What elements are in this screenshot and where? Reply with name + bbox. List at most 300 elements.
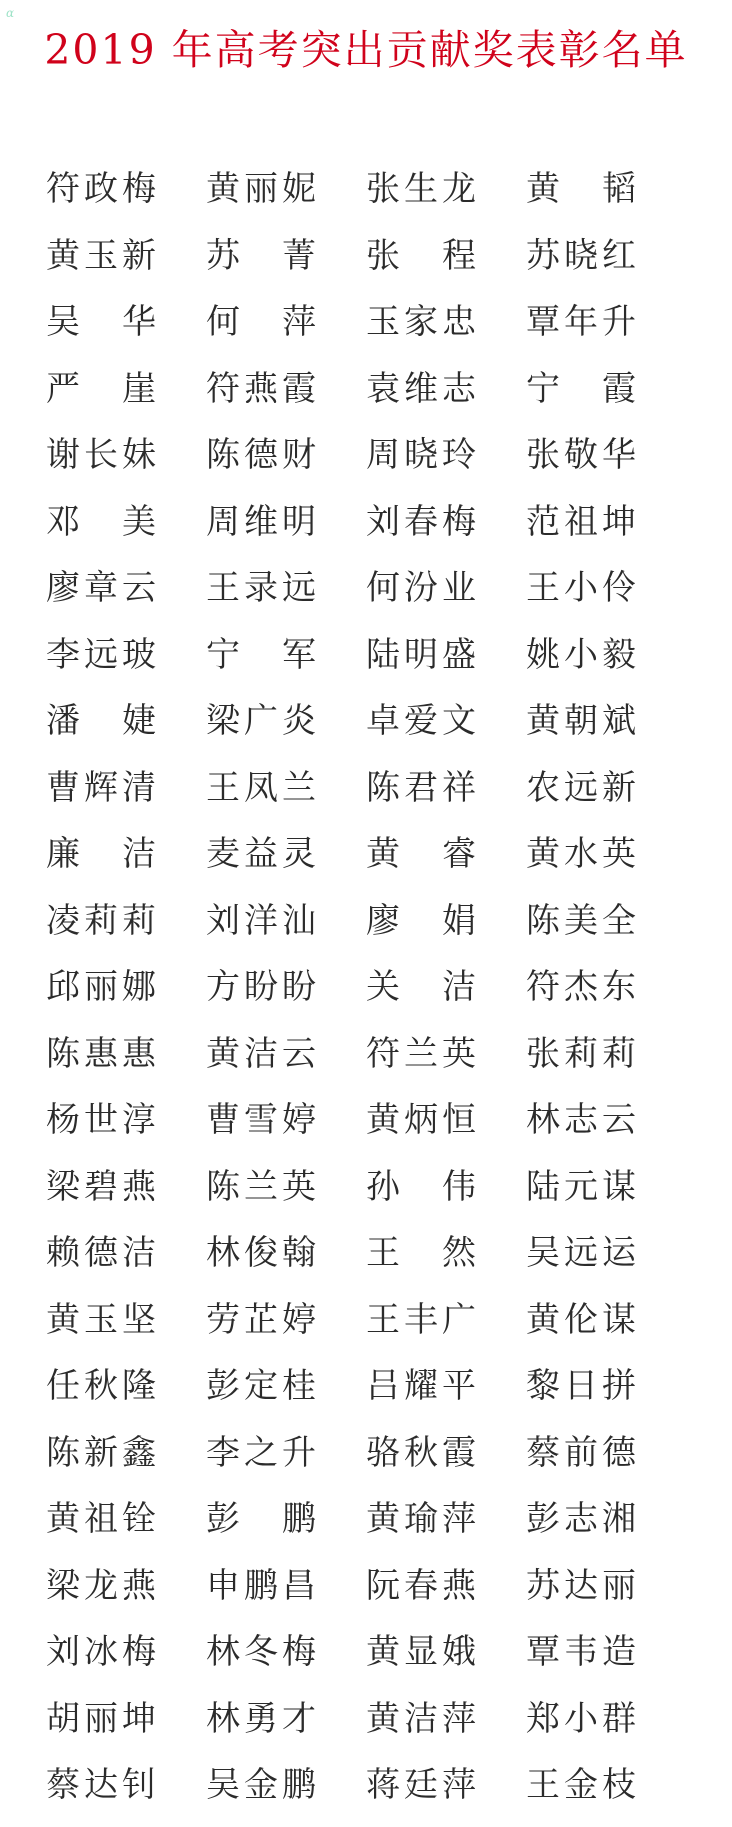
- name-entry: [364, 563, 478, 613]
- name-char: 忠: [442, 302, 476, 342]
- name-char: 莉: [602, 1033, 636, 1074]
- name-entry: [364, 896, 478, 946]
- name-entry: [44, 630, 158, 680]
- name-char: 远: [84, 634, 118, 675]
- name-entry: [204, 1428, 318, 1478]
- name-entry: [44, 1162, 158, 1212]
- name-char: 勇: [244, 1698, 278, 1739]
- name-char: 小: [564, 568, 598, 608]
- name-char: 张: [526, 435, 560, 475]
- name-char: 龙: [84, 1565, 118, 1606]
- name-char: 曹: [46, 767, 80, 808]
- name-entry: [44, 1494, 158, 1544]
- name-char: 燕: [122, 1565, 156, 1606]
- name-char: 彭: [206, 1499, 240, 1539]
- name-entry: [524, 1029, 638, 1079]
- name-char: 淳: [122, 1100, 156, 1140]
- name-char: 张: [366, 235, 400, 276]
- name-char: 洁: [244, 1033, 278, 1074]
- name-char: 凌: [46, 900, 80, 941]
- name-char: 刘: [46, 1632, 80, 1672]
- name-entry: [364, 1029, 478, 1079]
- name-char: 碧: [84, 1166, 118, 1207]
- name-char: 维: [404, 368, 438, 409]
- name-char: 东: [602, 967, 636, 1007]
- name-char: 志: [442, 368, 476, 409]
- name-char: 秋: [84, 1366, 118, 1406]
- name-char: 黄: [526, 1299, 560, 1340]
- name-entry: [524, 829, 638, 879]
- name-char: 文: [442, 701, 476, 741]
- name-char: 方: [206, 967, 240, 1007]
- name-char: 祖: [84, 1499, 118, 1539]
- name-entry: [204, 1494, 318, 1544]
- name-entry: [364, 1228, 478, 1278]
- name-char: 耀: [404, 1366, 438, 1406]
- name-char: 广: [442, 1299, 476, 1340]
- name-char: 萍: [442, 1698, 476, 1739]
- name-entry: [524, 297, 638, 347]
- name-char: 盛: [442, 634, 476, 675]
- name-char: 丽: [84, 1698, 118, 1739]
- name-char: 小: [564, 634, 598, 675]
- name-entry: [364, 763, 478, 813]
- name-entry: [364, 1694, 478, 1744]
- name-entry: [364, 497, 478, 547]
- name-char: 华: [602, 435, 636, 475]
- name-char: 生: [404, 169, 438, 209]
- name-char: 德: [244, 435, 278, 475]
- name-char: 朝: [564, 701, 598, 741]
- name-entry: [524, 497, 638, 547]
- name-entry: [364, 1760, 478, 1810]
- name-char: 覃: [526, 1632, 560, 1672]
- name-char: 冰: [84, 1632, 118, 1672]
- name-char: 霞: [282, 368, 316, 409]
- name-char: 玉: [366, 302, 400, 342]
- name-char: 宁: [206, 634, 240, 675]
- name-entry: [524, 1760, 638, 1810]
- name-char: 赖: [46, 1233, 80, 1273]
- name-entry: [44, 1428, 158, 1478]
- name-char: 日: [564, 1366, 598, 1406]
- name-entry: [364, 164, 478, 214]
- name-char: 芷: [244, 1299, 278, 1340]
- name-char: 蔡: [46, 1765, 80, 1805]
- name-char: 胡: [46, 1698, 80, 1739]
- name-entry: [204, 829, 318, 879]
- name-char: 雪: [244, 1100, 278, 1140]
- name-char: 显: [404, 1632, 438, 1672]
- name-char: 新: [602, 767, 636, 808]
- name-char: 盼: [244, 967, 278, 1007]
- name-char: 红: [602, 235, 636, 276]
- name-list: [44, 164, 704, 1827]
- name-char: 凤: [244, 767, 278, 808]
- name-char: 鹏: [282, 1765, 316, 1805]
- name-entry: [204, 231, 318, 281]
- name-char: 炳: [404, 1100, 438, 1140]
- name-entry: [524, 364, 638, 414]
- name-char: 新: [122, 235, 156, 276]
- name-char: 小: [564, 1698, 598, 1739]
- name-char: 郑: [526, 1698, 560, 1739]
- name-char: 韬: [602, 169, 636, 209]
- name-char: 俊: [244, 1233, 278, 1273]
- name-char: 云: [122, 568, 156, 608]
- name-char: 梁: [46, 1166, 80, 1207]
- name-char: 惠: [122, 1033, 156, 1074]
- name-char: 符: [366, 1033, 400, 1074]
- name-char: 梅: [122, 1632, 156, 1672]
- name-entry: [204, 962, 318, 1012]
- name-char: 灵: [282, 834, 316, 874]
- name-entry: [44, 1029, 158, 1079]
- name-char: 符: [206, 368, 240, 409]
- name-char: 拼: [602, 1366, 636, 1406]
- name-char: 世: [84, 1100, 118, 1140]
- name-char: 鹏: [282, 1499, 316, 1539]
- name-char: 枝: [602, 1765, 636, 1805]
- name-char: 钊: [122, 1765, 156, 1805]
- name-char: 翰: [282, 1233, 316, 1273]
- name-entry: [204, 1361, 318, 1411]
- name-char: 洁: [442, 967, 476, 1007]
- name-entry: [524, 1228, 638, 1278]
- name-char: 君: [404, 767, 438, 808]
- name-char: 妮: [282, 169, 316, 209]
- name-char: 邓: [46, 501, 80, 542]
- name-entry: [44, 231, 158, 281]
- name-char: 孙: [366, 1166, 400, 1207]
- name-char: 阮: [366, 1565, 400, 1606]
- name-char: 晓: [404, 435, 438, 475]
- name-char: 炎: [282, 701, 316, 741]
- name-char: 群: [602, 1698, 636, 1739]
- name-char: 平: [442, 1366, 476, 1406]
- name-char: 吴: [206, 1765, 240, 1805]
- name-entry: [364, 1361, 478, 1411]
- name-char: 黄: [366, 1698, 400, 1739]
- name-char: 符: [46, 169, 80, 209]
- name-char: 李: [46, 634, 80, 675]
- name-char: 崖: [122, 368, 156, 409]
- name-char: 运: [602, 1233, 636, 1273]
- name-char: 章: [84, 568, 118, 608]
- name-char: 蔡: [526, 1432, 560, 1473]
- name-entry: [524, 1561, 638, 1611]
- name-char: 龙: [442, 169, 476, 209]
- name-char: 华: [122, 302, 156, 342]
- name-char: 黄: [366, 1632, 400, 1672]
- name-entry: [204, 696, 318, 746]
- name-entry: [204, 1029, 318, 1079]
- name-char: 袁: [366, 368, 400, 409]
- name-char: 张: [366, 169, 400, 209]
- name-entry: [364, 297, 478, 347]
- name-char: 黄: [366, 1499, 400, 1539]
- name-char: 伟: [442, 1166, 476, 1207]
- name-char: 霞: [442, 1432, 476, 1473]
- name-char: 王: [526, 1765, 560, 1805]
- name-entry: [524, 164, 638, 214]
- name-char: 廷: [404, 1765, 438, 1805]
- name-entry: [44, 962, 158, 1012]
- name-char: 伶: [602, 568, 636, 608]
- name-entry: [204, 164, 318, 214]
- name-char: 洋: [244, 900, 278, 941]
- name-char: 爱: [404, 701, 438, 741]
- name-char: 霞: [602, 368, 636, 409]
- name-char: 王: [366, 1233, 400, 1273]
- name-char: 陈: [46, 1033, 80, 1074]
- name-entry: [524, 563, 638, 613]
- name-char: 财: [282, 435, 316, 475]
- name-char: 劳: [206, 1299, 240, 1340]
- name-char: 英: [282, 1166, 316, 1207]
- name-char: 廖: [366, 900, 400, 941]
- name-char: 汕: [282, 900, 316, 941]
- name-char: 黄: [526, 701, 560, 741]
- name-char: 家: [404, 302, 438, 342]
- name-char: 林: [206, 1233, 240, 1273]
- name-char: 陈: [46, 1432, 80, 1473]
- name-char: 王: [206, 568, 240, 608]
- name-entry: [204, 1095, 318, 1145]
- name-char: 苏: [526, 235, 560, 276]
- name-char: 梅: [282, 1632, 316, 1672]
- name-char: 燕: [122, 1166, 156, 1207]
- name-char: 丽: [84, 967, 118, 1007]
- name-char: 坚: [122, 1299, 156, 1340]
- name-entry: [204, 630, 318, 680]
- name-char: 益: [244, 834, 278, 874]
- name-char: 申: [206, 1565, 240, 1606]
- name-char: 娥: [442, 1632, 476, 1672]
- name-char: 吕: [366, 1366, 400, 1406]
- name-char: 维: [244, 501, 278, 542]
- name-char: 梁: [46, 1565, 80, 1606]
- name-char: 志: [564, 1499, 598, 1539]
- name-char: 斌: [602, 701, 636, 741]
- name-entry: [44, 563, 158, 613]
- name-char: 萍: [442, 1765, 476, 1805]
- name-char: 邱: [46, 967, 80, 1007]
- name-char: 兰: [282, 767, 316, 808]
- name-entry: [524, 763, 638, 813]
- name-entry: [364, 1561, 478, 1611]
- name-char: 坤: [122, 1698, 156, 1739]
- name-char: 远: [564, 767, 598, 808]
- name-char: 长: [84, 435, 118, 475]
- name-char: 洁: [122, 834, 156, 874]
- name-char: 娟: [442, 900, 476, 941]
- name-char: 燕: [442, 1565, 476, 1606]
- name-char: 才: [282, 1698, 316, 1739]
- name-char: 吴: [46, 302, 80, 342]
- name-entry: [524, 1162, 638, 1212]
- name-char: 黄: [46, 235, 80, 276]
- name-char: 远: [564, 1233, 598, 1273]
- name-entry: [364, 231, 478, 281]
- name-char: 关: [366, 967, 400, 1007]
- name-entry: [364, 1627, 478, 1677]
- name-char: 德: [602, 1432, 636, 1473]
- name-char: 汾: [404, 568, 438, 608]
- name-entry: [204, 1760, 318, 1810]
- name-char: 黄: [526, 169, 560, 209]
- name-char: 水: [564, 834, 598, 874]
- name-char: 黄: [366, 1100, 400, 1140]
- name-char: 娜: [122, 967, 156, 1007]
- name-entry: [524, 1627, 638, 1677]
- name-char: 莉: [122, 900, 156, 941]
- name-entry: [44, 497, 158, 547]
- name-entry: [44, 164, 158, 214]
- name-entry: [364, 430, 478, 480]
- name-char: 何: [366, 568, 400, 608]
- name-char: 升: [282, 1432, 316, 1473]
- name-char: 洁: [404, 1698, 438, 1739]
- name-char: 升: [602, 302, 636, 342]
- name-entry: [44, 1561, 158, 1611]
- name-char: 湘: [602, 1499, 636, 1539]
- name-char: 萍: [442, 1499, 476, 1539]
- name-char: 祥: [442, 767, 476, 808]
- name-char: 造: [602, 1632, 636, 1672]
- name-char: 婷: [282, 1299, 316, 1340]
- name-entry: [524, 231, 638, 281]
- name-entry: [204, 1228, 318, 1278]
- name-char: 莉: [564, 1033, 598, 1074]
- name-char: 黄: [46, 1299, 80, 1340]
- name-char: 玲: [442, 435, 476, 475]
- name-char: 吴: [526, 1233, 560, 1273]
- name-char: 军: [282, 634, 316, 675]
- name-char: 何: [206, 302, 240, 342]
- name-char: 冬: [244, 1632, 278, 1672]
- name-char: 黄: [206, 169, 240, 209]
- name-char: 洁: [122, 1233, 156, 1273]
- name-char: 辉: [84, 767, 118, 808]
- name-char: 远: [282, 568, 316, 608]
- name-char: 然: [442, 1233, 476, 1273]
- name-entry: [44, 1295, 158, 1345]
- name-char: 王: [206, 767, 240, 808]
- name-entry: [204, 896, 318, 946]
- name-char: 全: [602, 900, 636, 941]
- name-entry: [204, 297, 318, 347]
- name-char: 黄: [366, 834, 400, 874]
- name-char: 丰: [404, 1299, 438, 1340]
- name-char: 明: [404, 634, 438, 675]
- name-char: 玉: [84, 1299, 118, 1340]
- name-char: 符: [526, 967, 560, 1007]
- name-char: 录: [244, 568, 278, 608]
- name-char: 毅: [602, 634, 636, 675]
- name-char: 昌: [282, 1565, 316, 1606]
- name-entry: [524, 962, 638, 1012]
- name-char: 坤: [602, 501, 636, 542]
- name-entry: [44, 829, 158, 879]
- name-char: 梁: [206, 701, 240, 741]
- name-char: 杨: [46, 1100, 80, 1140]
- name-char: 恒: [442, 1100, 476, 1140]
- name-char: 晓: [564, 235, 598, 276]
- name-entry: [524, 696, 638, 746]
- name-char: 程: [442, 235, 476, 276]
- name-entry: [44, 896, 158, 946]
- name-char: 新: [84, 1432, 118, 1473]
- name-char: 萍: [282, 302, 316, 342]
- document-title: 2019 年高考突出贡献奖表彰名单: [44, 26, 688, 74]
- name-char: 英: [442, 1033, 476, 1074]
- name-char: 林: [206, 1698, 240, 1739]
- name-char: 廉: [46, 834, 80, 874]
- name-char: 陆: [366, 634, 400, 675]
- name-entry: [44, 1627, 158, 1677]
- name-char: 祖: [564, 501, 598, 542]
- name-entry: [204, 430, 318, 480]
- name-char: 蒋: [366, 1765, 400, 1805]
- name-char: 潘: [46, 701, 80, 741]
- name-char: 敬: [564, 435, 598, 475]
- name-char: 韦: [564, 1632, 598, 1672]
- name-char: 云: [602, 1100, 636, 1140]
- name-char: 范: [526, 501, 560, 542]
- name-char: 莉: [84, 900, 118, 941]
- name-char: 陈: [526, 900, 560, 941]
- name-char: 政: [84, 169, 118, 209]
- name-char: 美: [564, 900, 598, 941]
- name-char: 刘: [366, 501, 400, 542]
- name-char: 黄: [526, 834, 560, 874]
- name-char: 卓: [366, 701, 400, 741]
- name-char: 彭: [526, 1499, 560, 1539]
- name-entry: [364, 1428, 478, 1478]
- name-entry: [524, 1361, 638, 1411]
- name-entry: [204, 763, 318, 813]
- name-char: 定: [244, 1366, 278, 1406]
- name-entry: [44, 1361, 158, 1411]
- name-char: 达: [564, 1565, 598, 1606]
- name-entry: [364, 364, 478, 414]
- name-char: 英: [602, 834, 636, 874]
- name-char: 谋: [602, 1299, 636, 1340]
- name-char: 广: [244, 701, 278, 741]
- name-char: 周: [206, 501, 240, 542]
- name-char: 菁: [282, 235, 316, 276]
- name-char: 丽: [602, 1565, 636, 1606]
- name-char: 明: [282, 501, 316, 542]
- name-char: 林: [526, 1100, 560, 1140]
- name-char: 兰: [244, 1166, 278, 1207]
- name-entry: [44, 1095, 158, 1145]
- name-char: 周: [366, 435, 400, 475]
- name-char: 桂: [282, 1366, 316, 1406]
- name-char: 姚: [526, 634, 560, 675]
- name-entry: [204, 1295, 318, 1345]
- name-char: 清: [122, 767, 156, 808]
- name-entry: [204, 497, 318, 547]
- name-char: 睿: [442, 834, 476, 874]
- name-char: 铨: [122, 1499, 156, 1539]
- name-char: 刘: [206, 900, 240, 941]
- name-char: 谢: [46, 435, 80, 475]
- name-entry: [44, 696, 158, 746]
- name-entry: [204, 1162, 318, 1212]
- name-entry: [204, 1561, 318, 1611]
